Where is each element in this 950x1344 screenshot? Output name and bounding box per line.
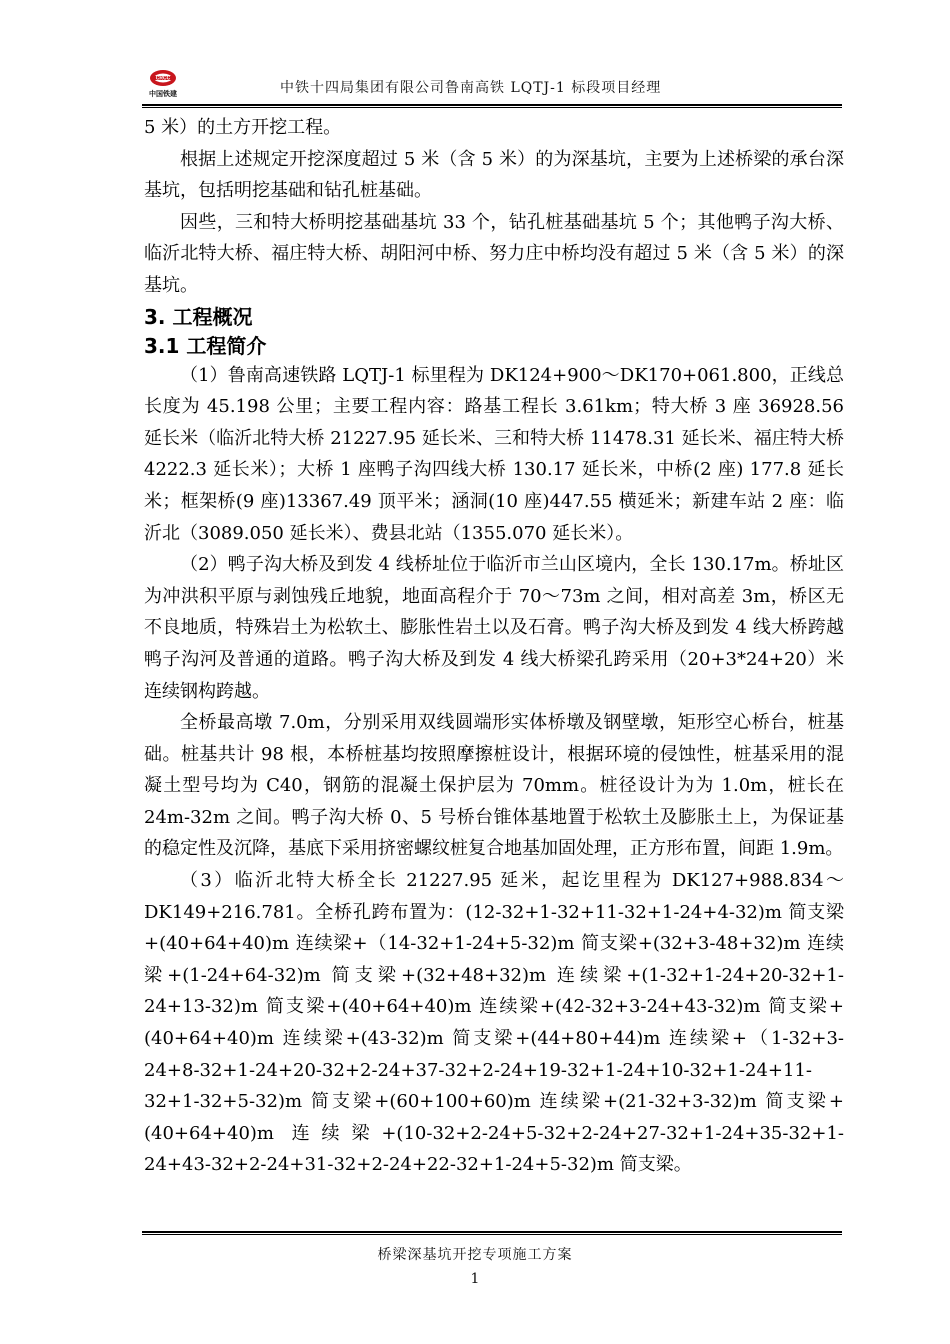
svg-text:CRCC: CRCC	[155, 75, 171, 82]
paragraph-project-scope: （1）鲁南高速铁路 LQTJ-1 标里程为 DK124+900～DK170+061.800，正线总长度为 45.198 公里；主要工程内容：路基工程长 3.61km；特大桥 3 座 36928.56 延长米（临沂北特大桥 21227.95 延长米、三和特大桥 11478.31 延长米、福庄特大桥 4222.3 延长米）；大桥 1 座鸭子沟四线大桥 130.17 延长米，中桥(2 座) 177.8 延长米；框架桥(9 座)13367.49 顶平米；涵洞(10 座)447.55 横延米；新建车站 2 座：临沂北（3089.050 延长米）、费县北站（1355.070 延长米）。	[144, 364, 844, 544]
subsection-heading: 3.1 工程简介	[144, 333, 267, 358]
svg-text:中国铁建: 中国铁建	[149, 90, 177, 98]
header-rule-thin	[142, 107, 842, 108]
paragraph-linyi-north-bridge: （3）临沂北特大桥全长 21227.95 延米，起讫里程为 DK127+988.834～DK149+216.781。全桥孔跨布置为：(12-32+1-32+11-32+1-24+4-32)m 简支梁+(40+64+40)m 连续梁+（14-32+1-24+5-32)m 简支梁+(32+3-48+32)m 连续梁+(1-24+64-32)m 简支梁+(32+48+32)m 连续梁+(1-32+1-24+20-32+1-24+13-32)m 简支梁+(40+64+40)m 连续梁+(42-32+3-24+43-32)m 简支梁+(40+64+40)m 连续梁+(43-32)m 简支梁+(44+80+44)m 连续梁+（1-32+3-24+8-32+1-24+20-32+2-24+37-32+2-24+19-32+1-24+10-32+1-24+11-32+1-32+5-32)m 简支梁+(60+100+60)m 连续梁+(21-32+3-32)m 简支梁+(40+64+40)m 连续梁+(10-32+2-24+5-32+2-24+27-32+1-24+35-32+1-24+43-32+2-24+31-32+2-24+22-32+1-24+5-32)m 简支梁。	[144, 870, 844, 1176]
paragraph-pit-count: 因些，三和特大桥明挖基础基坑 33 个，钻孔桩基础基坑 5 个；其他鸭子沟大桥、临沂北特大桥、福庄特大桥、胡阳河中桥、努力庄中桥均没有超过 5 米（含 5 米）的深基坑。	[144, 211, 844, 296]
section-heading: 3. 工程概况	[144, 304, 253, 329]
paragraph-continuation: 5 米）的土方开挖工程。	[144, 117, 342, 138]
header-title: 中铁十四局集团有限公司鲁南高铁 LQTJ-1 标段项目经理	[280, 80, 662, 96]
footer-rule	[142, 1231, 842, 1233]
footer-rule-thin	[142, 1234, 842, 1235]
crcc-logo	[143, 68, 183, 102]
document-body	[144, 112, 844, 1181]
footer-title: 桥梁深基坑开挖专项施工方案	[377, 1247, 573, 1263]
crcc-logo-graphic	[143, 68, 183, 102]
header-rule	[142, 104, 842, 106]
page-number: 1	[470, 1271, 480, 1287]
paragraph-yazigou-bridge: （2）鸭子沟大桥及到发 4 线桥址位于临沂市兰山区境内，全长 130.17m。桥址区为冲洪积平原与剥蚀残丘地貌，地面高程介于 70～73m 之间，相对高差 3m，桥区无不良地质，特殊岩土为松软土、膨胀性岩土以及石膏。鸭子沟大桥及到发 4 线大桥跨越鸭子沟河及普通的道路。鸭子沟大桥及到发 4 线大桥梁孔跨采用（20+3*24+20）米连续钢构跨越。	[144, 554, 844, 702]
paragraph-pier-foundation: 全桥最高墩 7.0m，分别采用双线圆端形实体桥墩及钢壁墩，矩形空心桥台，桩基础。桩基共计 98 根，本桥桩基均按照摩擦桩设计，根据环境的侵蚀性，桩基采用的混凝土型号均为 C40，钢筋的混凝土保护层为 70mm。桩径设计为为 1.0m，桩长在 24m-32m 之间。鸭子沟大桥 0、5 号桥台锥体基地置于松软土及膨胀土上，为保证基的稳定性及沉降，基底下采用挤密螺纹桩复合地基加固处理，正方形布置，间距 1.9m。	[144, 712, 844, 860]
paragraph-deep-pit-definition: 根据上述规定开挖深度超过 5 米（含 5 米）的为深基坑，主要为上述桥梁的承台深基坑，包括明挖基础和钻孔桩基础。	[144, 148, 844, 202]
